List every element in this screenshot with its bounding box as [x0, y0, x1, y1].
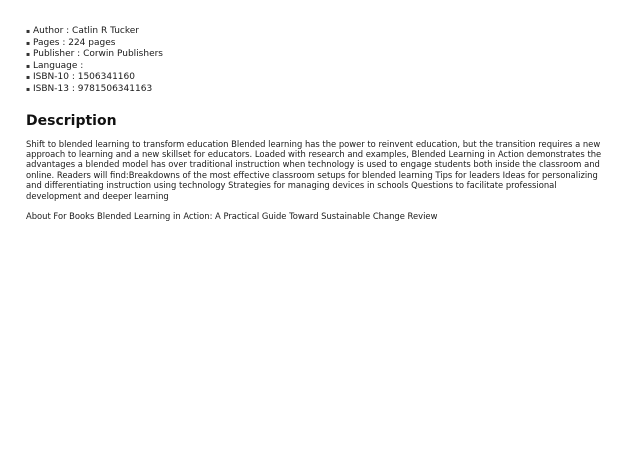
metadata-text: ISBN-13 : 9781506341163 — [33, 83, 153, 94]
about-book-line: About For Books Blended Learning in Action: A Practical Guide Toward Sustainable Change Review — [26, 211, 438, 221]
metadata-item-author — [26, 26, 614, 38]
metadata-item-publisher — [26, 49, 614, 61]
metadata-item-pages — [26, 38, 614, 50]
metadata-text: Language : — [33, 60, 84, 71]
bullet-icon: ▪ — [26, 74, 31, 82]
metadata-text: Pages : 224 pages — [33, 37, 116, 48]
bullet-icon: ▪ — [26, 39, 31, 47]
bullet-icon: ▪ — [26, 51, 31, 59]
metadata-text: ISBN-10 : 1506341160 — [33, 72, 135, 83]
book-metadata-list — [26, 26, 614, 96]
description-body: Shift to blended learning to transform education Blended learning has the power to reinvent education, but the transition requires a new approach to learning and a new skillset for educators. Loaded with research and examples, Blended Learning in Action demonstrates the advantages a blended model has over traditional instruction when technology is used to engage students both inside the classroom and online. Readers will find:Breakdowns of the most effective classroom setups for blended learning Tips for leaders Ideas for personalizing and differentiating instruction using technology Strategies for managing devices in schools Questions to facilitate professional development and deeper learning — [26, 138, 602, 201]
description-heading: Description — [26, 112, 117, 129]
metadata-item-isbn10 — [26, 72, 614, 84]
bullet-icon: ▪ — [26, 28, 31, 35]
bullet-icon: ▪ — [26, 85, 31, 93]
metadata-item-isbn13 — [26, 84, 614, 96]
bullet-icon: ▪ — [26, 62, 31, 70]
metadata-text: Author : Catlin R Tucker — [33, 26, 139, 36]
metadata-item-language — [26, 61, 614, 73]
metadata-text: Publisher : Corwin Publishers — [33, 49, 163, 60]
